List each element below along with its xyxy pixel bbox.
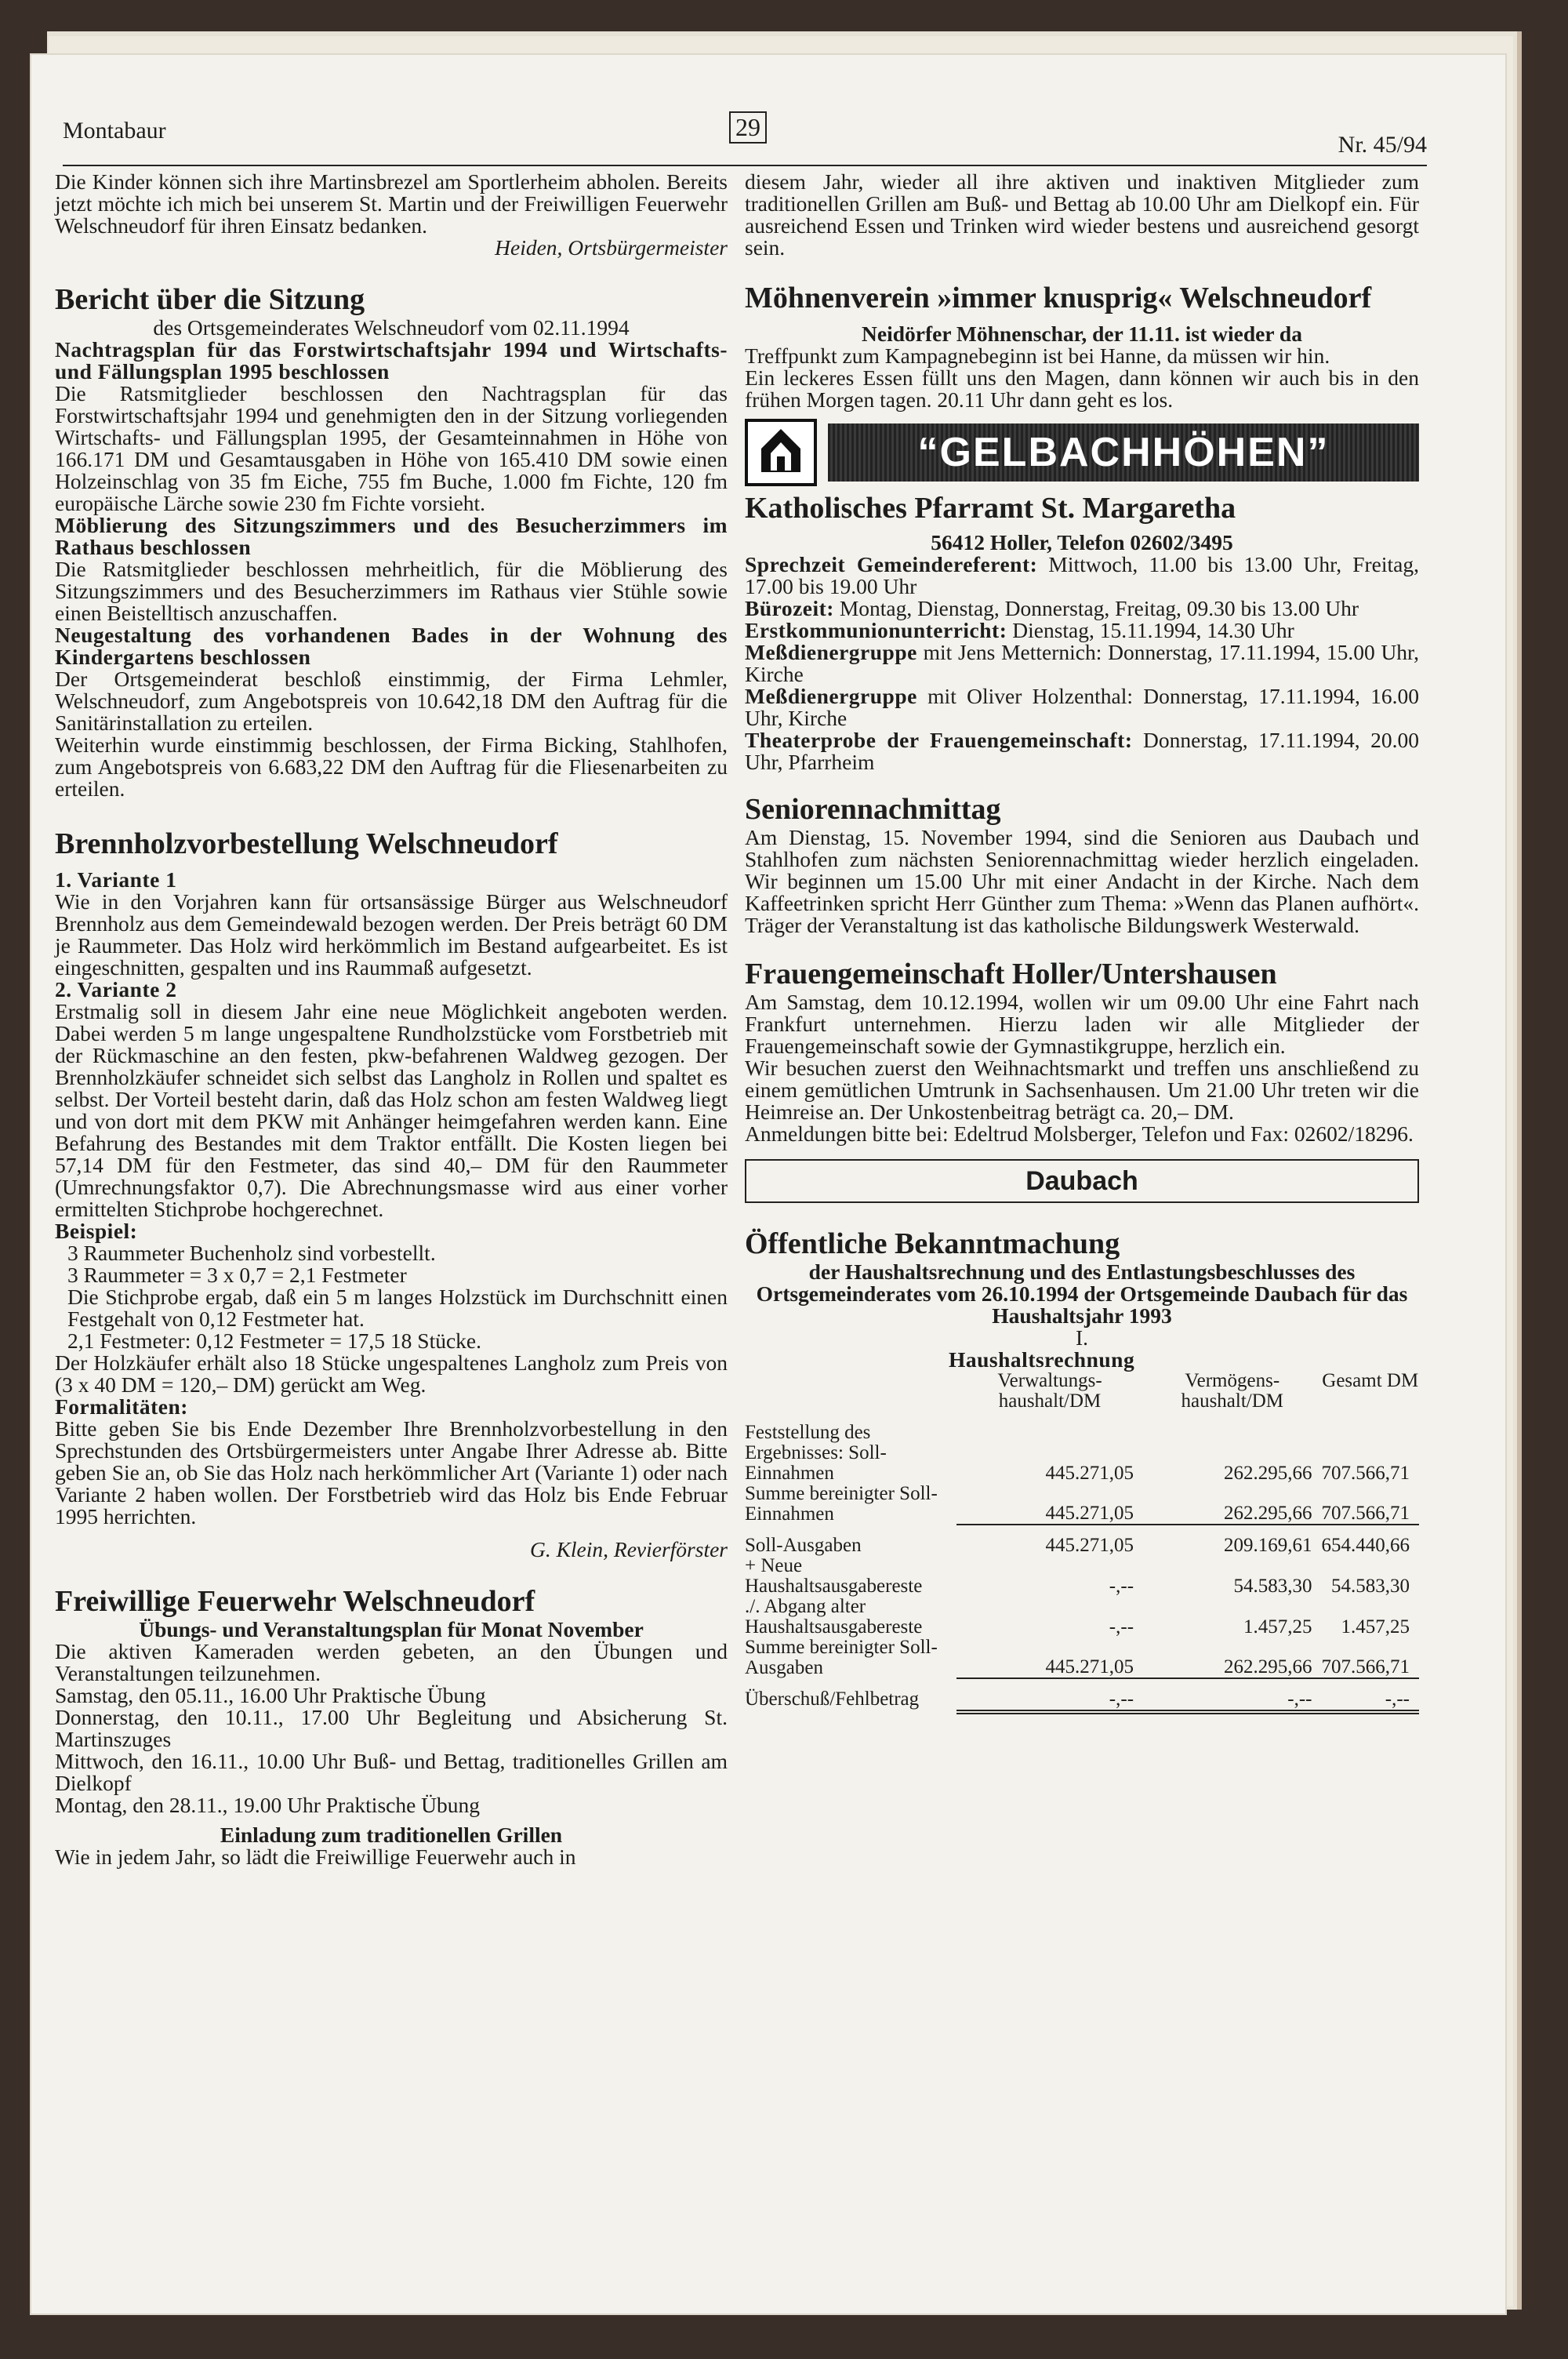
row-value: -,-- <box>956 1689 1143 1712</box>
kath-item-4-label: Meßdienergruppe <box>745 640 917 664</box>
col-header-gesamt: Gesamt DM <box>1322 1370 1419 1391</box>
beispiel-line-3: Die Stichprobe ergab, daß ein 5 m langes Holzstück im Durchschnitt einen Festgehalt von 0,12 Festmeter hat. <box>67 1285 728 1331</box>
beispiel-line-4: 2,1 Festmeter: 0,12 Festmeter = 17,5 18 Stücke. <box>67 1329 482 1353</box>
moehnen-title: Möhnenverein »immer knusprig« Welschneudorf <box>745 282 1372 314</box>
right-column <box>745 171 1419 1714</box>
nachtrag-body: Die Ratsmitglieder beschlossen den Nachtragsplan für das Forstwirtschaftsjahr 1994 und genehmigten den in der Sitzung vorliegenden Wirtschafts- und Fällungsplan 1995, der Gesamteinnahmen in Höhe von 166.171 DM und Gesamtausgaben in Höhe von 165.410 DM sowie einen Holzeinschlag von 35 fm Eiche, 755 fm Buche, 1.000 fm Fichte, 120 fm europäische Lärche sowie 230 fm Fichte vorsieht. <box>55 381 728 515</box>
row-label: Überschuß/Fehlbetrag <box>745 1688 920 1710</box>
senioren-title: Seniorennachmittag <box>745 793 1001 826</box>
feuerwehr-subtitle: Übungs- und Veranstaltungsplan für Monat November <box>139 1617 644 1641</box>
frauen-body-1: Am Samstag, dem 10.12.1994, wollen wir um 09.00 Uhr eine Fahrt nach Frankfurt unternehmen. Hierzu laden wir alle Mitglieder der Frauengemeinschaft sowie der Gymnastikgruppe, herzlich ein. <box>745 990 1419 1058</box>
haushaltsrechnung-title: Haushaltsrechnung <box>949 1347 1135 1372</box>
variante1-body: Wie in den Vorjahren kann für ortsansässige Bürger aus Welschneudorf Brennholz aus dem Gemeindewald bezogen werden. Der Preis beträgt 60 DM je Raummeter. Das Holz wird herkömmlich im Bestand aufgearbeitet. Es ist eingeschnitten, gespalten und ins Raummaß aufgesetzt. <box>55 889 728 980</box>
kath-item-5-label: Meßdienergruppe <box>745 684 917 708</box>
moehnen-line-1: Treffpunkt zum Kampagnebeginn ist bei Hanne, da müssen wir hin. <box>745 343 1330 368</box>
beispiel-heading: Beispiel: <box>55 1219 138 1243</box>
issue-number: Nr. 45/94 <box>1338 132 1427 158</box>
page-header <box>63 113 1427 165</box>
left-column <box>55 171 728 1868</box>
section-roman: I. <box>1075 1325 1089 1350</box>
row-value: 445.271,05 <box>1045 1463 1134 1484</box>
intro-signature: Heiden, Ortsbürgermeister <box>495 235 728 260</box>
row-value: 54.583,30 <box>1233 1576 1312 1597</box>
gelbachhoehen-banner <box>745 419 1419 486</box>
bekanntmachung-subtitle: der Haushaltsrechnung und des Entlastungsbeschlusses des Ortsgemeinderates vom 26.10.1994 der Ortsgemeinde Daubach für das Haushaltsjahr 1993 <box>756 1259 1408 1328</box>
kath-item-2-text: Montag, Dienstag, Donnerstag, Freitag, 09.30 bis 13.00 Uhr <box>833 596 1359 620</box>
grillen-heading: Einladung zum traditionellen Grillen <box>220 1823 563 1847</box>
kath-item-1-text: Mittwoch, 11.00 bis 13.00 Uhr, Freitag, 17.00 bis 19.00 Uhr <box>745 552 1419 598</box>
moehnen-subtitle: Neidörfer Möhnenschar, der 11.11. ist wieder da <box>862 322 1302 346</box>
bad-heading: Neugestaltung des vorhandenen Bades in der Wohnung des Kindergartens beschlossen <box>55 623 728 669</box>
table-row <box>745 1423 1419 1484</box>
table-header-row <box>745 1371 1419 1412</box>
row-label: ./. Abgang alter Haushaltsausgabereste <box>745 1596 923 1637</box>
sitzung-title: Bericht über die Sitzung <box>55 283 365 316</box>
sitzung-subtitle: des Ortsgemeinderates Welschneudorf vom 02.11.1994 <box>153 315 630 340</box>
row-value: 654.440,66 <box>1321 1535 1410 1556</box>
row-value: 54.583,30 <box>1331 1576 1410 1597</box>
kath-item-6-label: Theaterprobe der Frauengemeinschaft: <box>745 728 1133 752</box>
row-value: -,-- <box>1109 1616 1134 1637</box>
beispiel-line-1: 3 Raummeter Buchenholz sind vorbestellt. <box>67 1241 436 1265</box>
frauen-body-2: Wir besuchen zuerst den Weihnachtsmarkt und treffen uns anschließend zu einem gemütlichen Umtrunk in Sachsenhausen. Um 21.00 Uhr treten wir die Heimreise an. Der Unkostenbeitrag beträgt ca. 20,– DM. <box>745 1056 1419 1124</box>
senioren-body: Am Dienstag, 15. November 1994, sind die Senioren aus Daubach und Stahlhofen zum nächsten Seniorennachmittag wieder herzlich eingeladen. Wir beginnen um 15.00 Uhr mit einer Andacht in der Kirche. Nach dem Kaffeetrinken spricht Herr Günther zum Thema: »Wenn das Planen aufhört«. Träger der Veranstaltung ist das katholische Bildungswerk Westerwald. <box>745 825 1419 937</box>
variante1-heading: 1. Variante 1 <box>55 867 177 892</box>
beispiel-line-2: 3 Raummeter = 3 x 0,7 = 2,1 Festmeter <box>67 1263 407 1287</box>
row-label: Feststellung des Ergebnisses: Soll-Einnahmen <box>745 1422 887 1484</box>
kath-item-1-label: Sprechzeit Gemeindereferent: <box>745 552 1038 576</box>
kath-item-4-text: mit Jens Metternich: Donnerstag, 17.11.1994, 15.00 Uhr, Kirche <box>745 640 1419 686</box>
bad-body: Der Ortsgemeinderat beschloß einstimmig, der Firma Lehmler, Welschneudorf, zum Angebotspreis von 10.642,18 DM den Auftrag für die Sanitärinstallation zu erteilen. <box>55 667 728 735</box>
gelbachhoehen-logo-icon <box>745 419 817 486</box>
row-value: -,-- <box>1109 1576 1134 1597</box>
table-row <box>745 1536 1419 1556</box>
kath-item-5-text: mit Oliver Holzenthal: Donnerstag, 17.11.1994, 16.00 Uhr, Kirche <box>745 684 1419 730</box>
row-value: 707.566,71 <box>1321 1484 1419 1525</box>
table-row <box>745 1637 1419 1678</box>
beispiel-line-5: Der Holzkäufer erhält also 18 Stücke ungespaltenes Langholz zum Preis von (3 x 40 DM = 120,– DM) gerückt am Weg. <box>55 1350 728 1397</box>
moehnen-line-2: Ein leckeres Essen füllt uns den Magen, dann können wir auch bis in den frühen Morgen tagen. 20.11 Uhr dann geht es los. <box>745 365 1419 412</box>
moeblierung-heading: Möblierung des Sitzungszimmers und des Besucherzimmers im Rathaus beschlossen <box>55 513 728 559</box>
col-header-vermoegen: Vermögens-haushalt/DM <box>1181 1370 1284 1412</box>
kath-item-3-label: Erstkommunionunterricht: <box>745 618 1007 642</box>
moeblierung-body: Die Ratsmitglieder beschlossen mehrheitlich, für die Möblierung des Sitzungszimmers und des Besucherzimmers im Rathaus vier Stühle sowie einen Beistelltisch anzuschaffen. <box>55 557 728 625</box>
feuerwehr-item-2: Donnerstag, den 10.11., 17.00 Uhr Begleitung und Absicherung St. Martinszuges <box>55 1705 728 1751</box>
kath-title: Katholisches Pfarramt St. Margaretha <box>745 492 1236 525</box>
feuerwehr-body: Die aktiven Kameraden werden gebeten, an den Übungen und Veranstaltungen teilzunehmen. <box>55 1639 728 1685</box>
row-value: 1.457,25 <box>1243 1616 1312 1637</box>
kath-item-2 <box>745 598 1419 620</box>
row-value: 209.169,61 <box>1223 1535 1312 1556</box>
row-value: 445.271,05 <box>956 1637 1143 1678</box>
feuerwehr-item-4: Montag, den 28.11., 19.00 Uhr Praktische Übung <box>55 1793 481 1817</box>
row-value: 445.271,05 <box>956 1484 1143 1525</box>
feuerwehr-item-3: Mittwoch, den 16.11., 10.00 Uhr Buß- und Bettag, traditionelles Grillen am Dielkopf <box>55 1749 728 1795</box>
grillen-continued: diesem Jahr, wieder all ihre aktiven und inaktiven Mitglieder zum traditionellen Grillen am Buß- und Bettag ab 10.00 Uhr am Dielkopf ein. Für ausreichend Essen und Trinken wird wieder bestens und ausreichend gesorgt sein. <box>745 169 1419 260</box>
row-value: 262.295,66 <box>1143 1484 1321 1525</box>
bad-body-2: Weiterhin wurde einstimmig beschlossen, der Firma Bicking, Stahlhofen, zum Angebotspreis von 6.683,22 DM den Auftrag für die Fliesenarbeiten zu erteilen. <box>55 732 728 801</box>
row-value: 262.295,66 <box>1143 1637 1321 1678</box>
daubach-section-header: Daubach <box>745 1159 1419 1203</box>
row-label: + Neue Haushaltsausgabereste <box>745 1555 923 1597</box>
gelbachhoehen-title: “GELBACHHÖHEN” <box>828 423 1419 482</box>
variante2-body: Erstmalig soll in diesem Jahr eine neue Möglichkeit angeboten werden. Dabei werden 5 m lange ungespaltene Rundholzstücke vom Forstbetrieb mit der Rückmaschine an den festen, pkw-befahrenen Waldweg gezogen. Der Brennholzkäufer schneidet sich selbst das Langholz in Rollen und spaltet es selbst. Der Vorteil besteht darin, daß das Holz schon am festen Waldweg liegt und von dort mit dem PKW mit Anhänger heimgefahren werden kann. Eine Befahrung des Bestandes mit dem Traktor entfällt. Die Kosten liegen bei 57,14 DM für den Festmeter, das sind 40,– DM für den Raummeter (Umrechnungsfaktor 0,7). Die Abrechnungsmasse wird aus einer vorher ermittelten Stichprobe hochgerechnet. <box>55 999 728 1221</box>
brennholz-signature: G. Klein, Revierförster <box>529 1537 728 1561</box>
kath-item-3 <box>745 620 1419 642</box>
kath-item-3-text: Dienstag, 15.11.1994, 14.30 Uhr <box>1007 618 1294 642</box>
page-number: 29 <box>729 111 767 144</box>
col-header-verwaltung: Verwaltungs-haushalt/DM <box>997 1370 1102 1412</box>
kath-item-2-label: Bürozeit: <box>745 596 834 620</box>
header-place: Montabaur <box>63 118 166 144</box>
frauen-body-3: Anmeldungen bitte bei: Edeltrud Molsberger, Telefon und Fax: 02602/18296. <box>745 1121 1414 1146</box>
kath-item-6 <box>745 729 1419 773</box>
table-row <box>745 1689 1419 1712</box>
nachtrag-heading: Nachtragsplan für das Forstwirtschaftsjahr 1994 und Wirtschafts- und Fällungsplan 1995 beschlossen <box>55 337 728 383</box>
row-value: -,-- <box>1321 1689 1419 1712</box>
row-value: -,-- <box>1143 1689 1321 1712</box>
frauen-title: Frauengemeinschaft Holler/Untershausen <box>745 958 1277 990</box>
row-value: 707.566,71 <box>1321 1637 1419 1678</box>
header-rule <box>63 165 1427 166</box>
kath-item-4 <box>745 642 1419 685</box>
table-row <box>745 1597 1419 1637</box>
variante2-heading: 2. Variante 2 <box>55 977 177 1001</box>
haushalt-table <box>745 1371 1419 1714</box>
row-label: Summe bereinigter Soll-Einnahmen <box>745 1483 938 1525</box>
kath-subtitle: 56412 Holler, Telefon 02602/3495 <box>931 530 1233 554</box>
table-row <box>745 1484 1419 1525</box>
formalitaeten-body: Bitte geben Sie bis Ende Dezember Ihre Brennholzvorbestellung in den Sprechstunden des Ortsbürgermeisters unter Angabe Ihrer Adresse ab. Bitte geben Sie an, ob Sie das Holz nach herkömmlicher Art (Variante 1) oder nach Variante 2 haben wollen. Der Forstbetrieb wird das Holz bis Ende Februar 1995 herrichten. <box>55 1416 728 1528</box>
formalitaeten-heading: Formalitäten: <box>55 1394 188 1419</box>
kath-item-6-text: Donnerstag, 17.11.1994, 20.00 Uhr, Pfarrheim <box>745 728 1419 774</box>
grillen-body: Wie in jedem Jahr, so lädt die Freiwillige Feuerwehr auch in <box>55 1845 576 1869</box>
row-value: 262.295,66 <box>1223 1463 1312 1484</box>
feuerwehr-title: Freiwillige Feuerwehr Welschneudorf <box>55 1585 535 1618</box>
row-label: Soll-Ausgaben <box>745 1535 862 1556</box>
row-value: 707.566,71 <box>1321 1463 1410 1484</box>
table-row <box>745 1556 1419 1597</box>
kath-item-5 <box>745 685 1419 729</box>
brennholz-title: Brennholzvorbestellung Welschneudorf <box>55 827 558 860</box>
intro-text: Die Kinder können sich ihre Martinsbrezel am Sportlerheim abholen. Bereits jetzt möchte ich mich bei unserem St. Martin und der Freiwilligen Feuerwehr Welschneudorf für ihren Einsatz bedanken. <box>55 169 728 238</box>
feuerwehr-item-1: Samstag, den 05.11., 16.00 Uhr Praktische Übung <box>55 1683 486 1707</box>
row-value: 445.271,05 <box>1045 1535 1134 1556</box>
row-value: 1.457,25 <box>1341 1616 1410 1637</box>
row-label: Summe bereinigter Soll-Ausgaben <box>745 1637 938 1678</box>
bekanntmachung-title: Öffentliche Bekanntmachung <box>745 1227 1120 1260</box>
kath-item-1 <box>745 554 1419 598</box>
